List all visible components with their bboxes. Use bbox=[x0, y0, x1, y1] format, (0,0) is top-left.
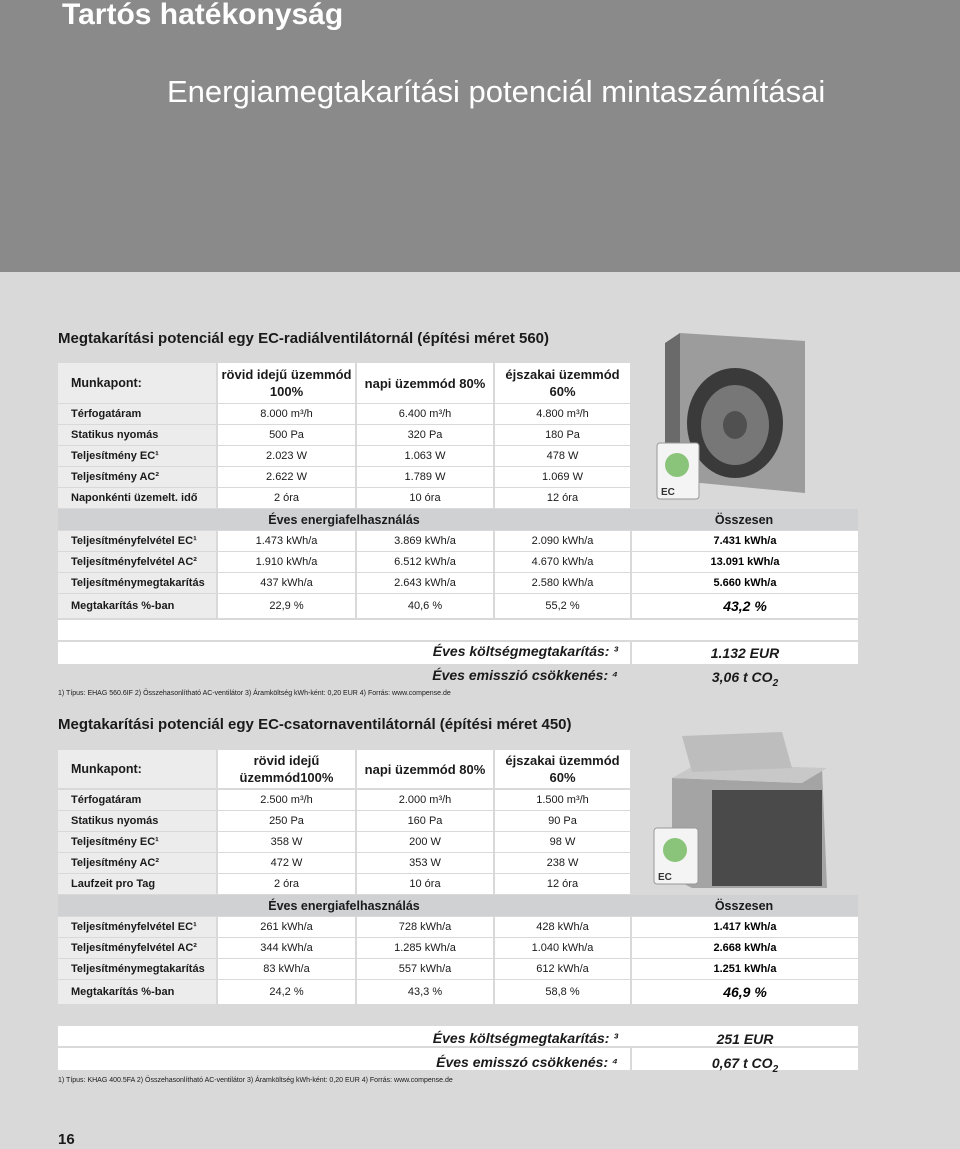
cell-value: 200 W bbox=[357, 832, 493, 852]
cell-value: 43,3 % bbox=[357, 980, 493, 1004]
cell-value: 83 kWh/a bbox=[218, 959, 355, 979]
table-row bbox=[58, 573, 858, 593]
globe-icon bbox=[663, 838, 687, 862]
cell-value: 1.063 W bbox=[357, 446, 493, 466]
cell-value: 428 kWh/a bbox=[495, 917, 630, 937]
row-label: Teljesítményfelvétel EC¹ bbox=[58, 917, 216, 937]
table-row bbox=[58, 811, 630, 831]
row-label: Teljesítményfelvétel AC² bbox=[58, 938, 216, 958]
cell-value: 478 W bbox=[495, 446, 630, 466]
energy-heading: Éves energiafelhasználás bbox=[268, 512, 420, 527]
total-value: 43,2 % bbox=[632, 594, 858, 618]
cell-value: 2.000 m³/h bbox=[357, 790, 493, 810]
fan-opening bbox=[712, 790, 822, 886]
total-value: 2.668 kWh/a bbox=[632, 938, 858, 958]
row-label: Teljesítmény AC² bbox=[58, 467, 216, 487]
total-value: 1.417 kWh/a bbox=[632, 917, 858, 937]
cell-value: 358 W bbox=[218, 832, 355, 852]
table-row bbox=[58, 832, 630, 852]
cell-value: 10 óra bbox=[357, 874, 493, 894]
mode-header: rövid idejű üzemmód 100% bbox=[218, 363, 355, 403]
total-heading: Összesen bbox=[714, 512, 774, 527]
cell-value: 2.622 W bbox=[218, 467, 355, 487]
duct-fan-image bbox=[652, 728, 832, 892]
cell-value: 344 kWh/a bbox=[218, 938, 355, 958]
annual-cost-value: 251 EUR bbox=[716, 1031, 774, 1047]
page-number: 16 bbox=[58, 1131, 75, 1148]
cell-value: 320 Pa bbox=[357, 425, 493, 445]
mode-header: napi üzemmód 80% bbox=[357, 750, 493, 788]
row-label: Megtakarítás %-ban bbox=[58, 980, 216, 1004]
emission-label: Éves emisszió csökkenés: ⁴ bbox=[432, 667, 618, 683]
cell-value: 557 kWh/a bbox=[357, 959, 493, 979]
row-label: Naponkénti üzemelt. idő bbox=[58, 488, 216, 508]
cell-value: 1.285 kWh/a bbox=[357, 938, 493, 958]
table-row bbox=[58, 446, 630, 466]
globe-icon bbox=[665, 453, 689, 477]
header-banner bbox=[0, 0, 960, 272]
table-row bbox=[58, 959, 858, 979]
table-row bbox=[58, 594, 858, 618]
cell-value: 4.670 kWh/a bbox=[495, 552, 630, 572]
total-value: 1.251 kWh/a bbox=[632, 959, 858, 979]
row-label: Teljesítmény AC² bbox=[58, 853, 216, 873]
cell-value: 500 Pa bbox=[218, 425, 355, 445]
table-row bbox=[58, 531, 858, 551]
cell-value: 1.040 kWh/a bbox=[495, 938, 630, 958]
cell-value: 2 óra bbox=[218, 874, 355, 894]
row-label: Teljesítménymegtakarítás bbox=[58, 959, 216, 979]
cell-value: 238 W bbox=[495, 853, 630, 873]
table-row bbox=[58, 404, 630, 424]
cell-value: 90 Pa bbox=[495, 811, 630, 831]
table-row bbox=[58, 938, 858, 958]
cell-value: 6.400 m³/h bbox=[357, 404, 493, 424]
total-heading: Összesen bbox=[714, 898, 774, 913]
cell-value: 12 óra bbox=[495, 488, 630, 508]
row-label: Statikus nyomás bbox=[58, 425, 216, 445]
mode-header: éjszakai üzemmód 60% bbox=[495, 363, 630, 403]
emission-value bbox=[632, 669, 858, 689]
cell-value: 2.023 W bbox=[218, 446, 355, 466]
row-label: Teljesítmény EC¹ bbox=[58, 446, 216, 466]
total-value: 46,9 % bbox=[632, 980, 858, 1004]
cell-value: 58,8 % bbox=[495, 980, 630, 1004]
cell-value: 1.789 W bbox=[357, 467, 493, 487]
cell-value: 22,9 % bbox=[218, 594, 355, 618]
annual-cost-label: Éves költségmegtakarítás: ³ bbox=[432, 643, 618, 659]
table-row bbox=[58, 853, 630, 873]
table-row bbox=[58, 917, 858, 937]
cell-value: 8.000 m³/h bbox=[218, 404, 355, 424]
cell-value: 1.473 kWh/a bbox=[218, 531, 355, 551]
energy-band bbox=[58, 895, 858, 916]
cell-value: 1.500 m³/h bbox=[495, 790, 630, 810]
table-row bbox=[58, 790, 630, 810]
table-header-row bbox=[58, 750, 630, 788]
row-label: Laufzeit pro Tag bbox=[58, 874, 216, 894]
row-label: Teljesítménymegtakarítás bbox=[58, 573, 216, 593]
spacer-row bbox=[58, 620, 858, 640]
mode-header: éjszakai üzemmód 60% bbox=[495, 750, 630, 788]
radial-fan-image bbox=[655, 333, 810, 503]
row-label: Teljesítményfelvétel EC¹ bbox=[58, 531, 216, 551]
cell-value: 4.800 m³/h bbox=[495, 404, 630, 424]
cell-value: 1.069 W bbox=[495, 467, 630, 487]
emission-subscript: 2 bbox=[772, 1063, 779, 1075]
cell-value: 2 óra bbox=[218, 488, 355, 508]
row-label: Statikus nyomás bbox=[58, 811, 216, 831]
cell-value: 2.500 m³/h bbox=[218, 790, 355, 810]
footnote: 1) Típus: KHAG 400.5FA 2) Összehasonlítható AC-ventilátor 3) Áramköltség kWh-ként: 0,20 EUR 4) Forrás: www.compense.de bbox=[58, 1077, 453, 1084]
ec-badge-text: EC bbox=[661, 487, 675, 498]
cell-value: 12 óra bbox=[495, 874, 630, 894]
header-label: Munkapont: bbox=[58, 750, 216, 788]
cell-value: 472 W bbox=[218, 853, 355, 873]
cell-value: 437 kWh/a bbox=[218, 573, 355, 593]
cell-value: 2.580 kWh/a bbox=[495, 573, 630, 593]
table-row bbox=[58, 874, 630, 894]
cell-value: 2.643 kWh/a bbox=[357, 573, 493, 593]
emission-value-text: 3,06 t CO bbox=[711, 669, 773, 685]
cell-value: 353 W bbox=[357, 853, 493, 873]
energy-band bbox=[58, 509, 858, 530]
cell-value: 261 kWh/a bbox=[218, 917, 355, 937]
table-header-row bbox=[58, 363, 630, 403]
total-value: 13.091 kWh/a bbox=[632, 552, 858, 572]
table-row bbox=[58, 467, 630, 487]
energy-heading: Éves energiafelhasználás bbox=[268, 898, 420, 913]
table-row bbox=[58, 425, 630, 445]
cell-value: 24,2 % bbox=[218, 980, 355, 1004]
emission-label: Éves emisszó csökkenés: ⁴ bbox=[436, 1054, 618, 1070]
mode-header: rövid idejű üzemmód100% bbox=[218, 750, 355, 788]
row-label: Megtakarítás %-ban bbox=[58, 594, 216, 618]
cell-value: 10 óra bbox=[357, 488, 493, 508]
cell-value: 728 kWh/a bbox=[357, 917, 493, 937]
cell-value: 98 W bbox=[495, 832, 630, 852]
cell-value: 2.090 kWh/a bbox=[495, 531, 630, 551]
table-row bbox=[58, 980, 858, 1004]
row-label: Térfogatáram bbox=[58, 404, 216, 424]
table-row bbox=[58, 488, 630, 508]
fan-hub bbox=[723, 411, 747, 439]
annual-cost-value: 1.132 EUR bbox=[710, 645, 780, 661]
cell-value: 6.512 kWh/a bbox=[357, 552, 493, 572]
total-value: 7.431 kWh/a bbox=[632, 531, 858, 551]
section-title: Megtakarítási potenciál egy EC-csatornaventilátornál (építési méret 450) bbox=[58, 716, 572, 733]
cell-value: 1.910 kWh/a bbox=[218, 552, 355, 572]
emission-value-text: 0,67 t CO bbox=[711, 1055, 773, 1071]
page-subtitle: Energiamegtakarítási potenciál mintaszámításai bbox=[167, 74, 826, 109]
section-title: Megtakarítási potenciál egy EC-radiálventilátornál (építési méret 560) bbox=[58, 330, 550, 347]
table-row bbox=[58, 552, 858, 572]
cell-value: 160 Pa bbox=[357, 811, 493, 831]
cell-value: 180 Pa bbox=[495, 425, 630, 445]
emission-value bbox=[632, 1055, 858, 1075]
cell-value: 55,2 % bbox=[495, 594, 630, 618]
ec-badge-text: EC bbox=[658, 872, 672, 883]
total-value: 5.660 kWh/a bbox=[632, 573, 858, 593]
fan-motor bbox=[682, 732, 792, 772]
cell-value: 3.869 kWh/a bbox=[357, 531, 493, 551]
row-label: Teljesítmény EC¹ bbox=[58, 832, 216, 852]
page-title: Tartós hatékonyság bbox=[62, 0, 344, 31]
row-label: Teljesítményfelvétel AC² bbox=[58, 552, 216, 572]
header-label: Munkapont: bbox=[58, 363, 216, 403]
row-label: Térfogatáram bbox=[58, 790, 216, 810]
annual-cost-label: Éves költségmegtakarítás: ³ bbox=[432, 1030, 618, 1046]
footnote: 1) Típus: EHAG 560.6IF 2) Összehasonlítható AC-ventilátor 3) Áramköltség kWh-ként: 0,20 EUR 4) Forrás: www.compense.de bbox=[58, 690, 451, 697]
emission-subscript: 2 bbox=[772, 677, 779, 689]
cell-value: 250 Pa bbox=[218, 811, 355, 831]
cell-value: 40,6 % bbox=[357, 594, 493, 618]
mode-header: napi üzemmód 80% bbox=[357, 363, 493, 403]
cell-value: 612 kWh/a bbox=[495, 959, 630, 979]
